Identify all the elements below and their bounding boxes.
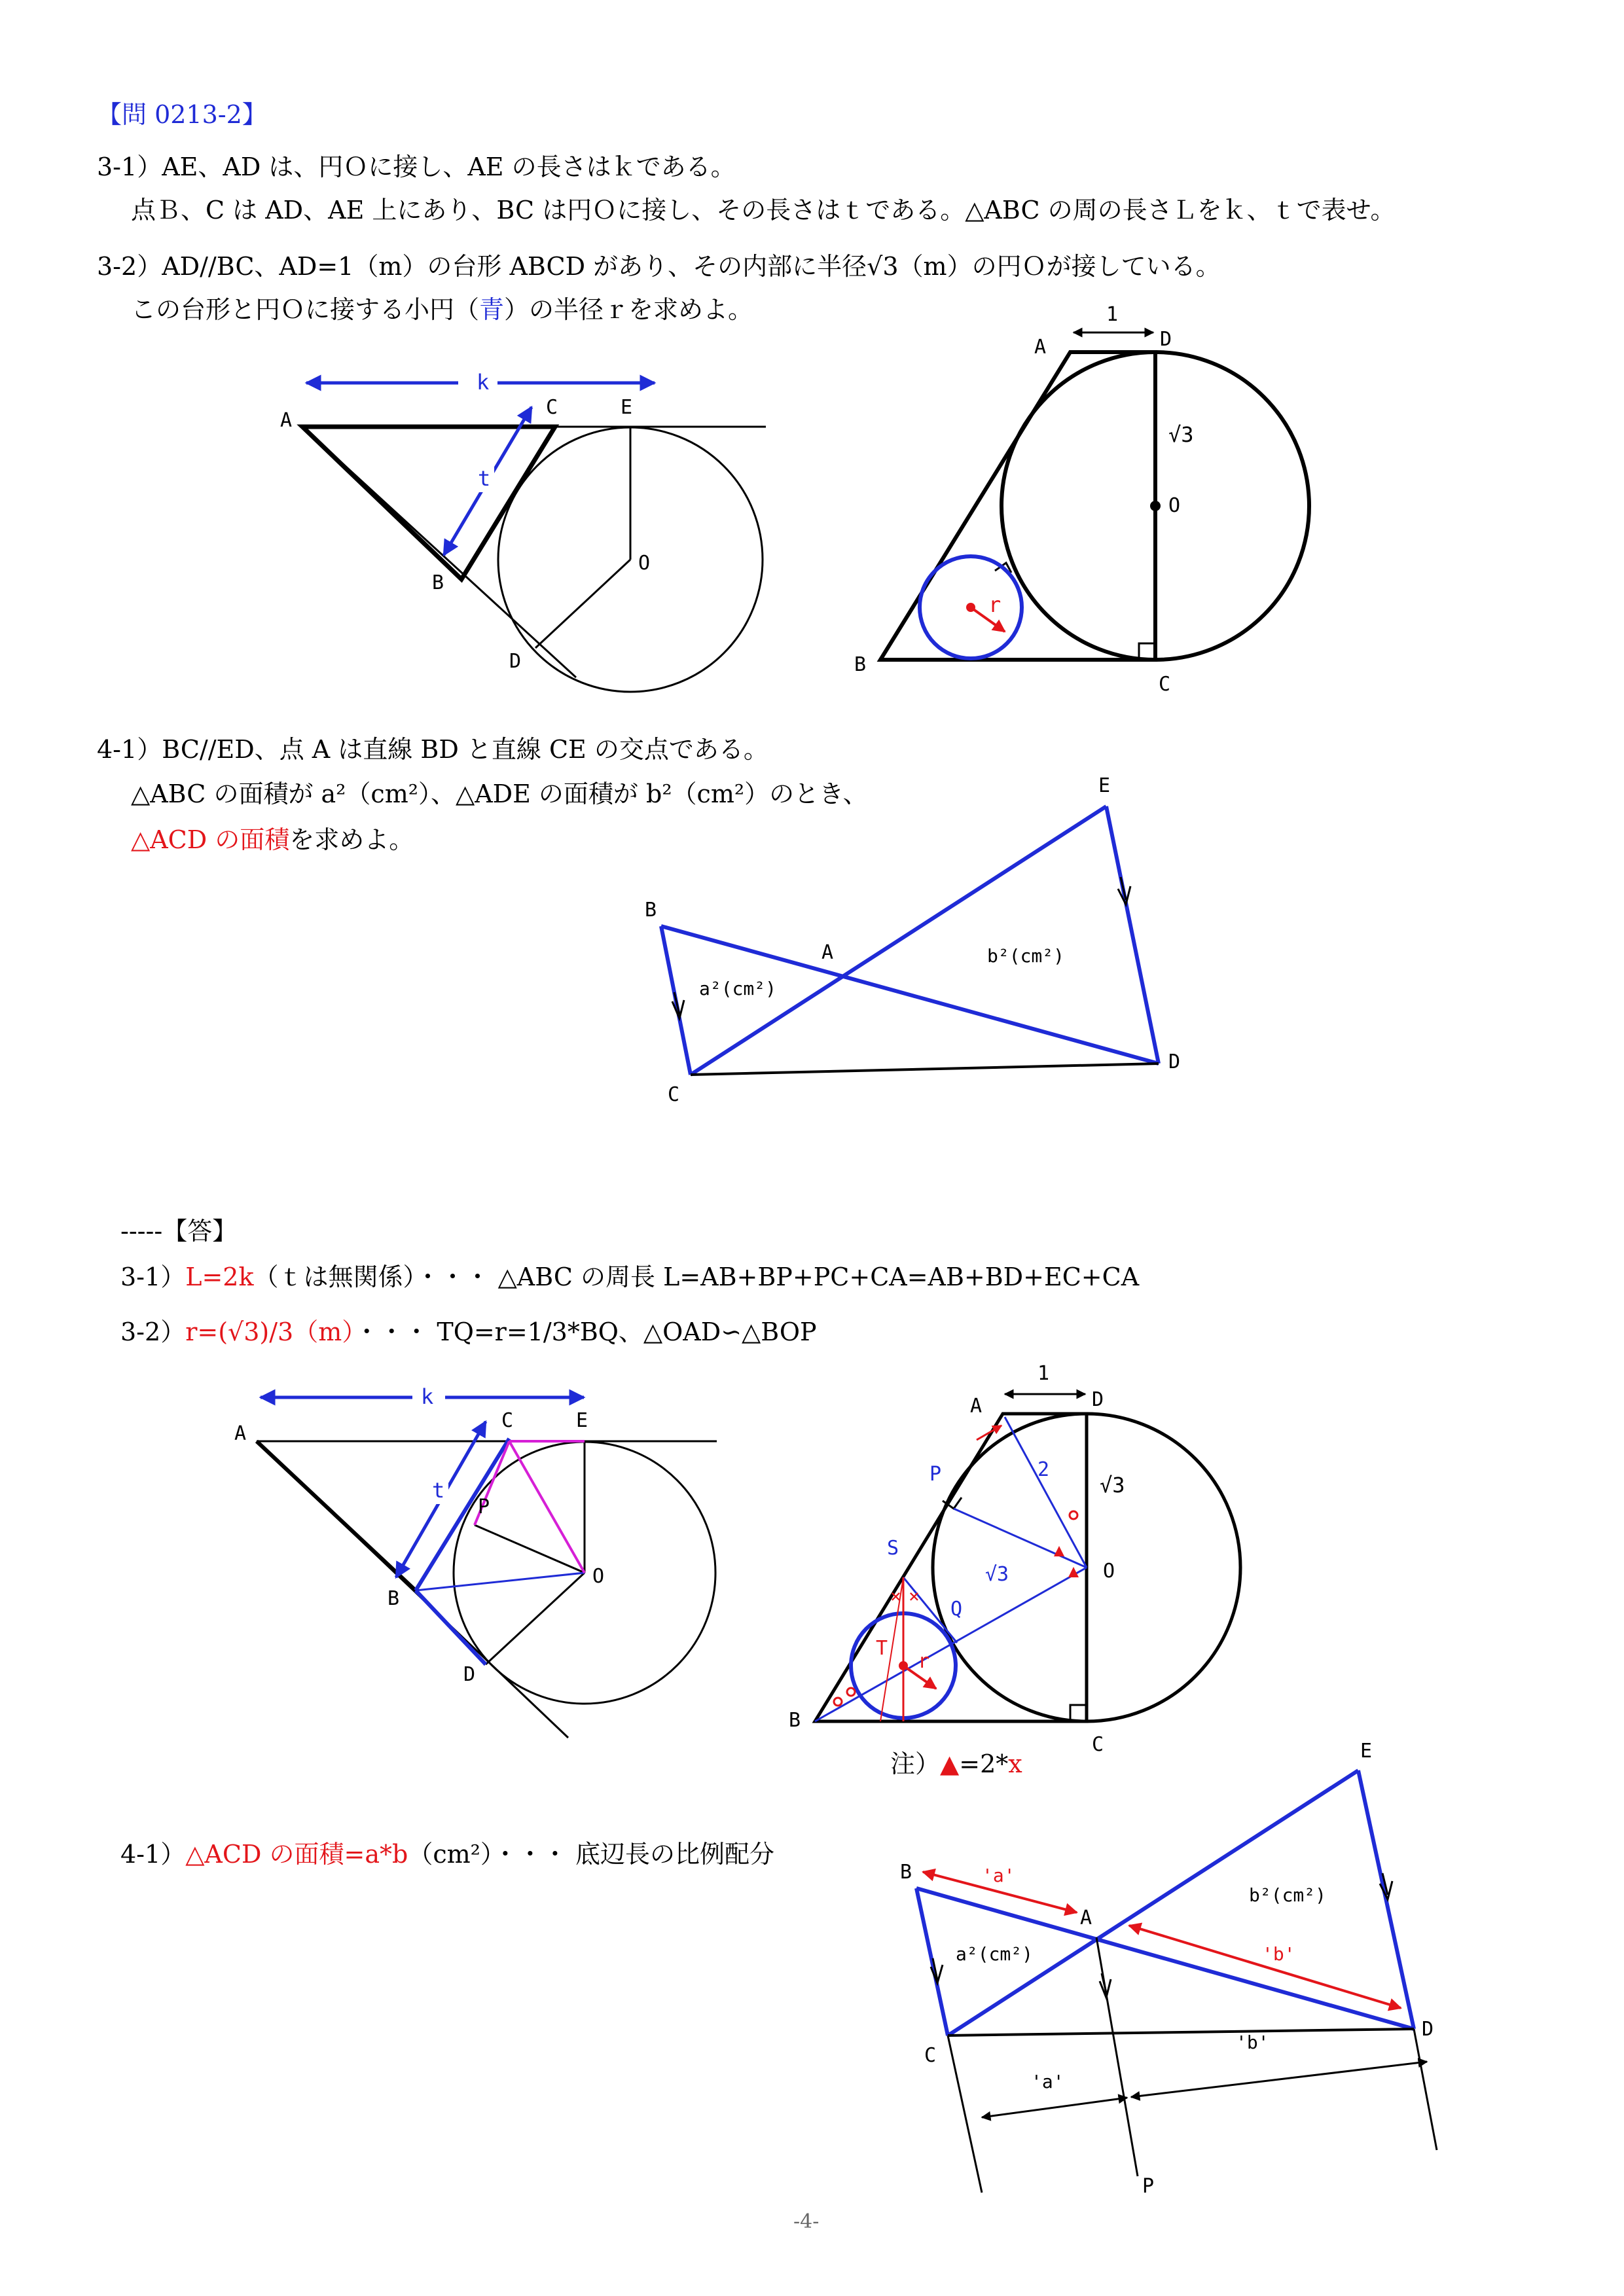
fig5-one: 1 <box>1038 1362 1050 1385</box>
fig1-k-label: k <box>477 370 490 395</box>
fig2-B: B <box>854 653 867 676</box>
fig2-r: r <box>988 592 1001 617</box>
fig3-A: A <box>821 941 834 964</box>
fig6-b2: b²(cm²) <box>1249 1884 1327 1906</box>
fig1-C: C <box>546 396 558 419</box>
fig6-B: B <box>900 1861 912 1884</box>
fig5-r: r <box>918 1650 930 1673</box>
fig4-C: C <box>501 1409 514 1432</box>
fig6-qa1: 'a' <box>982 1865 1015 1886</box>
fig3-B: B <box>645 899 657 922</box>
fig5-sqrt3b: √3 <box>985 1563 1009 1586</box>
fig4-A: A <box>234 1422 247 1445</box>
p4-1-line2: △ABC の面積が a²（cm²）、△ADE の面積が b²（cm²）のとき、 <box>131 780 868 808</box>
fig3-D: D <box>1168 1050 1181 1073</box>
fig4-O: O <box>592 1565 605 1588</box>
fig2-C: C <box>1159 673 1171 696</box>
fig1-A: A <box>280 409 293 432</box>
fig1-D: D <box>509 650 522 673</box>
answer-4-1: 4-1）△ACD の面積=a*b（cm²）・・・ 底辺長の比例配分 <box>120 1840 774 1869</box>
fig1-O: O <box>638 552 651 575</box>
fig1-B: B <box>432 571 444 594</box>
p4-1-line1: 4-1）BC//ED、点 A は直線 BD と直線 CE の交点である。 <box>97 735 768 764</box>
answers-header: -----【答】 <box>120 1217 238 1246</box>
fig3-a2: a²(cm²) <box>699 978 777 999</box>
fig6-D: D <box>1422 2018 1434 2041</box>
fig5-S: S <box>887 1537 899 1560</box>
fig5-A: A <box>970 1395 983 1418</box>
fig6-P: P <box>1142 2175 1155 2198</box>
fig2-D: D <box>1160 328 1172 351</box>
p3-2-line1: 3-2）AD//BC、AD=1（m）の台形 ABCD があり、その内部に半径√3（m）の円Ｏが接している。 <box>97 252 1221 281</box>
p3-1-line2: 点Ｂ、C は AD、AE 上にあり、BC は円Ｏに接し、その長さはｔである。△ABC の周の長さＬをｋ、ｔで表せ。 <box>131 196 1396 224</box>
svg-text:×: × <box>890 1585 901 1607</box>
fig5-C: C <box>1092 1733 1104 1756</box>
fig5-P: P <box>929 1463 942 1486</box>
fig4-E: E <box>576 1409 588 1432</box>
fig6-A: A <box>1080 1907 1092 1929</box>
fig6-qb2: 'b' <box>1236 2032 1269 2053</box>
page-number: -4- <box>793 2210 820 2233</box>
svg-text:×: × <box>909 1585 920 1607</box>
fig3-b2: b²(cm²) <box>987 945 1065 967</box>
fig5-B: B <box>789 1709 801 1732</box>
fig2-O: O <box>1168 494 1181 517</box>
fig4-k: k <box>421 1384 434 1409</box>
fig2-sqrt3: √3 <box>1168 422 1194 447</box>
p3-1-line1: 3-1）AE、AD は、円Ｏに接し、AE の長さはｋである。 <box>97 152 736 181</box>
fig4-P: P <box>478 1496 490 1518</box>
answer-3-1: 3-1）L=2k（ｔは無関係）・・・ △ABC の周長 L=AB+BP+PC+CA=AB+BD+EC+CA <box>120 1263 1140 1291</box>
p4-1-line3: △ACD の面積を求めよ。 <box>131 825 414 854</box>
fig6-a2: a²(cm²) <box>956 1943 1034 1965</box>
fig2-one: 1 <box>1106 303 1119 326</box>
fig5-D: D <box>1092 1388 1104 1411</box>
fig1-E: E <box>621 396 633 419</box>
fig5-T: T <box>876 1637 888 1660</box>
note: 注）▲=2*x <box>890 1749 1022 1778</box>
fig6-E: E <box>1360 1740 1373 1763</box>
fig6-C: C <box>924 2044 937 2067</box>
p3-2-line2: この台形と円Ｏに接する小円（青）の半径ｒを求めよ。 <box>131 295 753 324</box>
fig3-E: E <box>1098 774 1111 797</box>
fig4-t: t <box>432 1478 445 1503</box>
fig6-qa2: 'a' <box>1031 2071 1064 2092</box>
fig5-two: 2 <box>1038 1458 1050 1481</box>
fig5-O: O <box>1103 1560 1115 1583</box>
fig6-qb1: 'b' <box>1262 1943 1295 1965</box>
fig2-A: A <box>1034 336 1047 359</box>
fig5-sqrt3: √3 <box>1100 1473 1125 1498</box>
fig1-t-label: t <box>478 466 491 491</box>
answer-3-2: 3-2）r=(√3)/3（m）・・・ TQ=r=1/3*BQ、△OAD∽△BOP <box>120 1318 817 1346</box>
fig4-D: D <box>463 1663 476 1686</box>
problem-id: 【問 0213-2】 <box>97 100 267 129</box>
fig3-C: C <box>668 1083 680 1106</box>
fig4-B: B <box>388 1587 400 1610</box>
fig5-Q: Q <box>950 1598 963 1621</box>
